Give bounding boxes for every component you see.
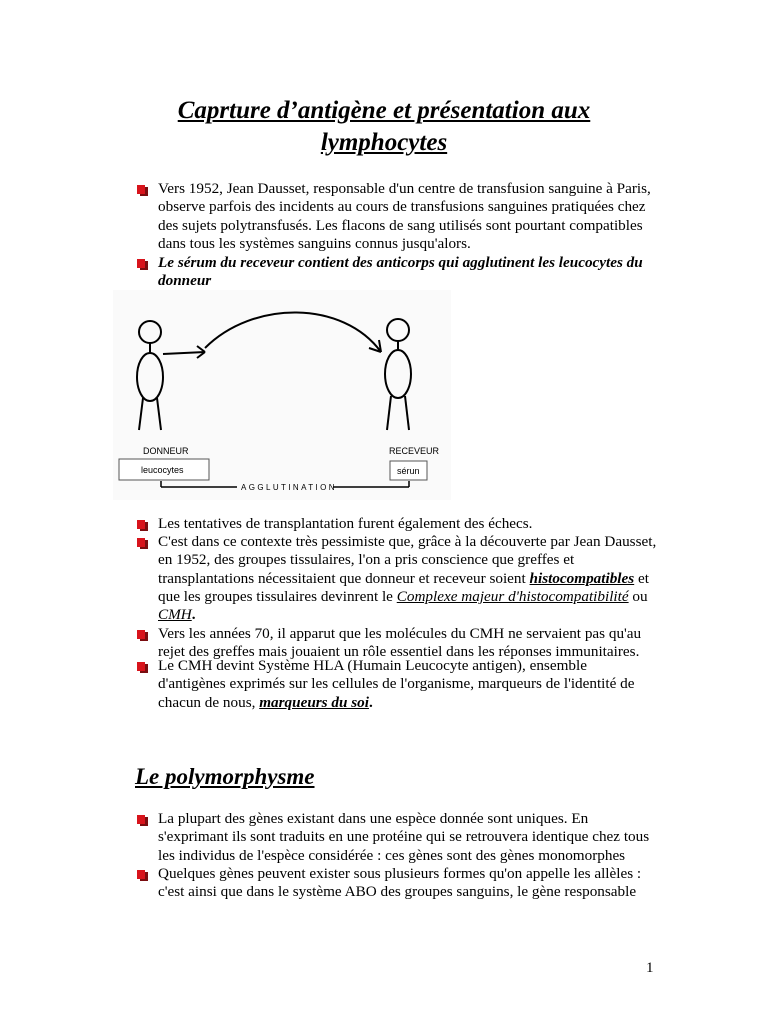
receiver-box-label: sérun <box>397 466 420 476</box>
paragraph-hla: Le CMH devint Système HLA (Humain Leucocyte antigen), ensemble d'antigènes exprimés sur les cellules de l'organisme, marqueurs de l'identité de chacun de nous, marqueurs du soi. <box>158 657 635 711</box>
agglutination-label: AGGLUTINATION <box>241 483 337 492</box>
paragraph-histocompat: C'est dans ce contexte très pessimiste que, grâce à la découverte par Jean Dausset, en 1952, des groupes tissulaires, l'on a pris conscience que greffes et transplantations nécessitaient que donneur et receveur soient histocompatibles et que les groupes tissulaires devinrent le Complexe majeur d'histocompatibilité ou CMH. <box>158 533 657 624</box>
term-cmh-full: Complexe majeur d'histocompatibilité <box>396 587 629 605</box>
diagram-figure <box>113 290 451 500</box>
paragraph-alleles: Quelques gènes peuvent exister sous plusieurs formes qu'on appelle les allèles : c'est ainsi que dans le système ABO des groupes sanguins, le gène responsable <box>158 865 642 901</box>
term-histocompatibles: histocompatibles <box>529 569 635 587</box>
bullet-icon <box>137 870 147 881</box>
transfer-arrow <box>205 312 381 352</box>
bullet-icon <box>137 662 147 673</box>
donor-box-label: leucocytes <box>141 465 184 475</box>
bullet-icon <box>137 538 147 549</box>
term-marqueurs-du-soi: marqueurs du soi <box>259 693 369 711</box>
receiver-label: RECEVEUR <box>389 446 440 456</box>
paragraph-dausset: Vers 1952, Jean Dausset, responsable d'un centre de transfusion sanguine à Paris, observe parfois des incidents au cours de transfusions sanguines pratiquées chez des sujets polytransfusés. Les flacons de sang utilisés sont pourtant compatibles dans tous les systèmes sanguins connus jusqu'alors. <box>158 180 651 252</box>
page-title <box>0 95 768 159</box>
donor-label: DONNEUR <box>143 446 189 456</box>
bullet-icon <box>137 520 147 531</box>
section-heading-polymorphysme: Le polymorphysme <box>135 764 315 789</box>
paragraph-genes-uniques: La plupart des gènes existant dans une espèce donnée sont uniques. En s'exprimant ils sont traduits en une protéine qui se retrouvera identique chez tous les individus de l'espèce considérée : ces gènes sont des gènes monomorphes <box>158 810 650 864</box>
page-number: 1 <box>646 960 654 976</box>
receiver-figure <box>385 319 411 430</box>
donor-figure <box>137 321 205 430</box>
paragraph-serum: Le sérum du receveur contient des anticorps qui agglutinent les leucocytes du donneur <box>158 254 643 290</box>
bullet-icon <box>137 630 147 641</box>
agglutination-diagram <box>113 290 451 500</box>
bullet-icon <box>137 815 147 826</box>
title-line-2: lymphocytes <box>320 129 448 156</box>
paragraph-transplant: Les tentatives de transplantation furent également des échecs. <box>158 515 533 532</box>
term-cmh: CMH <box>158 606 192 624</box>
title-line-1: Caprture d’antigène et présentation aux <box>177 97 591 124</box>
paragraph-years-70: Vers les années 70, il apparut que les molécules du CMH ne servaient pas qu'au rejet des greffes mais jouaient un rôle essentiel dans les réponses immunitaires. <box>158 625 642 661</box>
bullet-icon <box>137 259 147 270</box>
bullet-icon <box>137 185 147 196</box>
